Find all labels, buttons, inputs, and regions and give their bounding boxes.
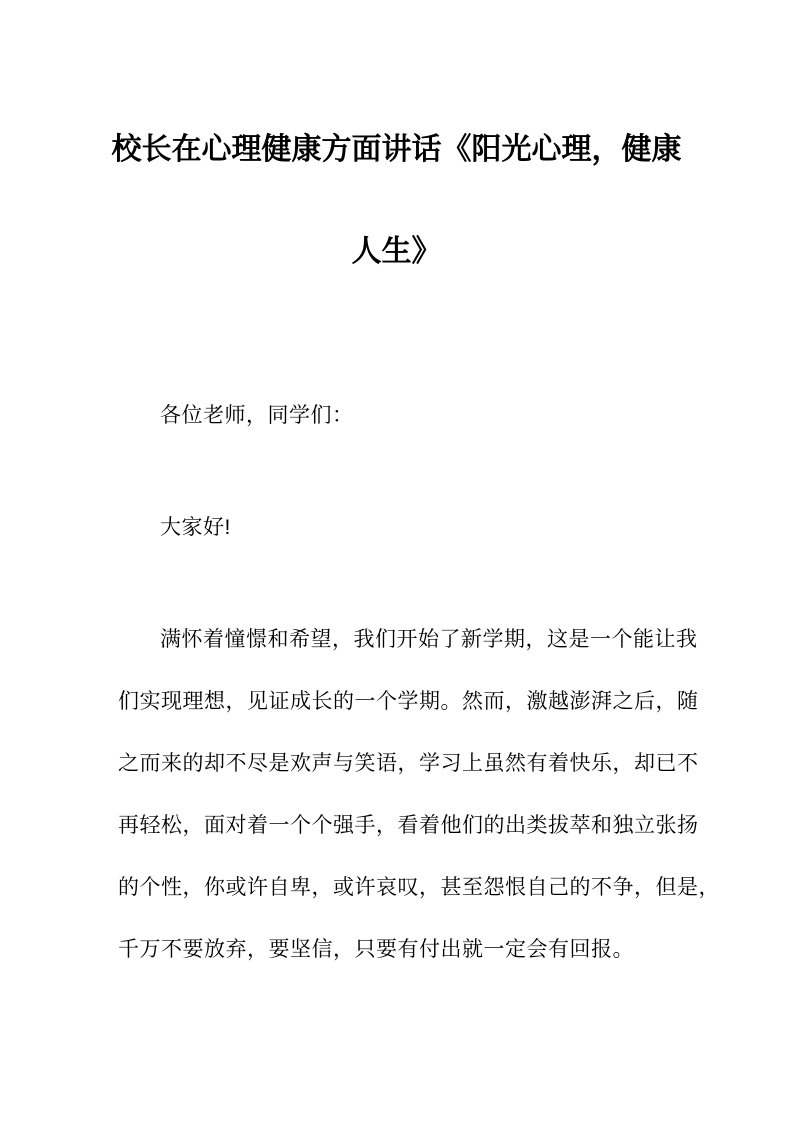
document-body [118, 385, 720, 981]
paragraph-line: 的个性，你或许自卑，或许哀叹，甚至怨恨自己的不争，但是， [118, 876, 720, 899]
title-line-1: 校长在心理健康方面讲话《阳光心理，健康 [111, 133, 682, 166]
paragraph-line: 再轻松，面对着一个个强手，看着他们的出类拔萃和独立张扬 [118, 814, 699, 837]
document-title [40, 99, 753, 303]
greeting-paragraph [118, 497, 678, 559]
main-paragraph [118, 609, 720, 981]
title-line-2: 人生》 [351, 235, 442, 268]
paragraph-line: 满怀着憧憬和希望，我们开始了新学期，这是一个能让我 [160, 628, 698, 651]
paragraph-line: 们实现理想，见证成长的一个学期。然而，激越澎湃之后，随 [118, 690, 699, 713]
salutation-text: 各位老师，同学们： [160, 404, 354, 427]
greeting-text: 大家好! [160, 516, 231, 539]
paragraph-line: 之而来的却不尽是欢声与笑语，学习上虽然有着快乐，却已不 [118, 752, 699, 775]
salutation-paragraph [118, 385, 678, 447]
paragraph-line: 千万不要放弃，要坚信，只要有付出就一定会有回报。 [118, 938, 634, 961]
